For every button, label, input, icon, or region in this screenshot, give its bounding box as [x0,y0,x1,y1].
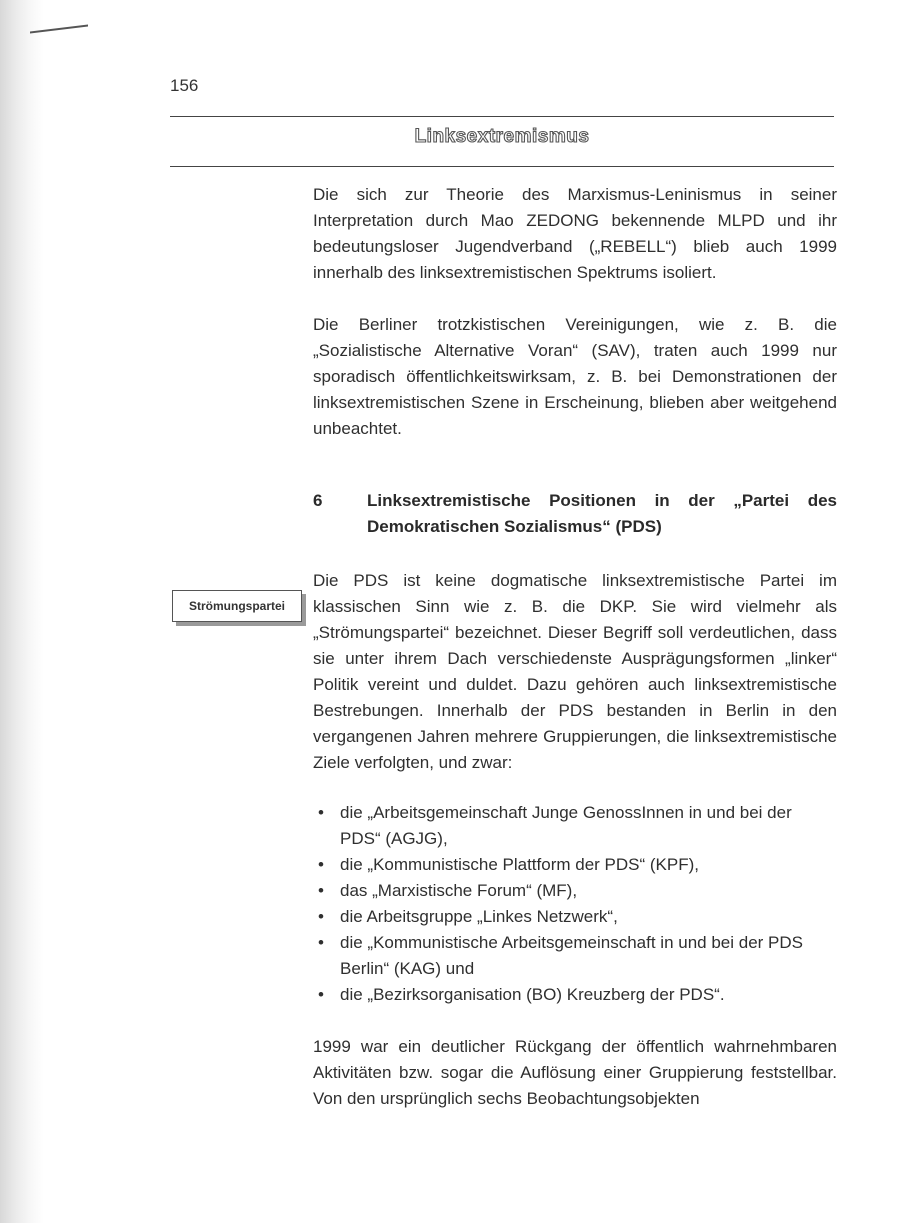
paragraph-trotzkisten: Die Berliner trotzkistischen Vereinigungen, wie z. B. die „Sozialistische Alternative Voran“ (SAV), traten auch 1999 nur sporadisch öffentlichkeitswirksam, z. B. bei Demonstrationen der linksextremistischen Szene in Erscheinung, blieben aber weitgehend unbeachtet. [313,315,837,438]
list-item-text: die Arbeitsgruppe „Linkes Netzwerk“, [340,907,618,926]
page-number: 156 [170,76,199,95]
section-heading [313,488,837,540]
bullet-icon: • [318,907,324,926]
list-item [313,878,837,904]
list-item-text: das „Marxistische Forum“ (MF), [340,881,578,900]
intro-text [313,182,837,442]
list-item [313,904,837,930]
paragraph-stroemungspartei: Die PDS ist keine dogmatische linksextremistische Partei im klassischen Sinn wie z. B. die DKP. Sie wird vielmehr als „Strömungspartei“ bezeichnet. Dieser Begriff soll verdeutlichen, dass sie unter ihrem Dach verschiedenste Ausprägungsformen „linker“ Politik vereint und duldet. Dazu gehören auch linksextremistische Bestrebungen. Innerhalb der PDS bestanden in Berlin in den vergangenen Jahren mehrere Gruppierungen, die linksextremistische Ziele verfolgten, und zwar: [313,571,837,772]
bullet-icon: • [318,855,324,874]
section-number: 6 [313,491,323,510]
paragraph-closing: 1999 war ein deutlicher Rückgang der öffentlich wahrnehmbaren Aktivitäten bzw. sogar die Auflösung einer Gruppierung feststellbar. Von den ursprünglich sechs Beobachtungsobjekten [313,1037,837,1108]
bullet-icon: • [318,985,324,1004]
list-item [313,800,837,852]
bullet-icon: • [318,933,324,952]
section-title: Linksextremistische Positionen in der „Partei des Demokratischen Sozialismus“ (PDS) [367,491,837,536]
header-rule-top [170,116,834,117]
section-body [313,568,837,1112]
paragraph-mlpd: Die sich zur Theorie des Marxismus-Leninismus in seiner Interpretation durch Mao ZEDONG bekennende MLPD und ihr bedeutungsloser Jugendverband („REBELL“) blieb auch 1999 innerhalb des linksextremistischen Spektrums isoliert. [313,185,837,282]
list-item-text: die „Arbeitsgemeinschaft Junge GenossInnen in und bei der PDS“ (AGJG), [340,803,792,848]
bullet-icon: • [318,881,324,900]
margin-note-box [172,590,302,622]
margin-note-label: Strömungspartei [188,599,285,613]
list-item [313,930,837,982]
bullet-icon: • [318,803,324,822]
group-list [313,800,837,1008]
list-item [313,982,837,1008]
header-rule-bottom [170,166,834,167]
list-item-text: die „Kommunistische Arbeitsgemeinschaft in und bei der PDS Berlin“ (KAG) und [340,933,804,978]
list-item-text: die „Kommunistische Plattform der PDS“ (KPF), [340,855,699,874]
list-item-text: die „Bezirksorganisation (BO) Kreuzberg der PDS“. [340,985,725,1004]
running-head: Linksextremismus [414,126,590,147]
list-item [313,852,837,878]
scan-shadow-edge [0,0,44,1223]
